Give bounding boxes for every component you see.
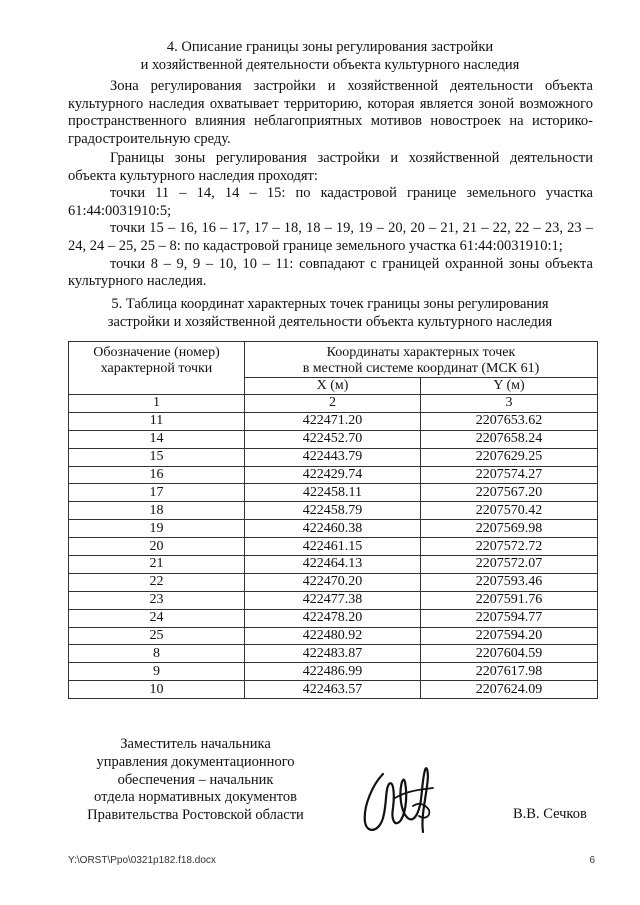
handwritten-signature — [355, 762, 445, 840]
cell-point: 21 — [69, 556, 245, 574]
column-numbering-row: 1 2 3 — [69, 395, 598, 413]
table-row — [69, 520, 598, 538]
cell-y: 2207570.42 — [421, 502, 598, 520]
section-5-heading: 5. Таблица координат характерных точек границы зоны регулирования застройки и хозяйственной деятельности объекта культурного наследия — [107, 296, 553, 330]
table-row — [69, 609, 598, 627]
cell-x: 422483.87 — [245, 645, 421, 663]
boundary-item-1: точки 11 – 14, 14 – 15: по кадастровой границе земельного участка 61:44:0031910:5; — [68, 185, 593, 219]
cell-x: 422429.74 — [245, 466, 421, 484]
table-row — [69, 645, 598, 663]
cell-x: 422461.15 — [245, 538, 421, 556]
table-row — [69, 412, 598, 430]
section-4-body — [68, 78, 593, 148]
zone-description-paragraph: Зона регулирования застройки и хозяйственной деятельности объекта культурного наследия охватывает территорию, которая является зоной возможного пространственного влияния неблагоприятных мотивов новостроек на историко-градостроительную среду. — [68, 78, 593, 147]
cell-y: 2207629.25 — [421, 448, 598, 466]
cell-point: 16 — [69, 466, 245, 484]
table-row — [69, 681, 598, 699]
cell-y: 2207593.46 — [421, 573, 598, 591]
cell-point: 25 — [69, 627, 245, 645]
cell-y: 2207594.20 — [421, 627, 598, 645]
cell-x: 422458.11 — [245, 484, 421, 502]
cell-x: 422464.13 — [245, 556, 421, 574]
cell-x: 422477.38 — [245, 591, 421, 609]
cell-y: 2207567.20 — [421, 484, 598, 502]
cell-point: 9 — [69, 663, 245, 681]
cell-x: 422471.20 — [245, 412, 421, 430]
cell-x: 422480.92 — [245, 627, 421, 645]
cell-x: 422463.57 — [245, 681, 421, 699]
cell-point: 23 — [69, 591, 245, 609]
cell-y: 2207572.07 — [421, 556, 598, 574]
cell-x: 422486.99 — [245, 663, 421, 681]
signatory-name: В.В. Сечков — [513, 806, 587, 822]
boundary-item-2: точки 15 – 16, 16 – 17, 17 – 18, 18 – 19, 19 – 20, 20 – 21, 21 – 22, 22 – 23, 23 – 24, 24 – 25, 25 – 8: по кадастровой границе земельного участка 61:44:0031910:1; — [68, 220, 593, 254]
cell-y: 2207653.62 — [421, 412, 598, 430]
footer-file-path: Y:\ORST\Ppo\0321p182.f18.docx — [68, 855, 216, 866]
section-4-heading: 4. Описание границы зоны регулирования застройки и хозяйственной деятельности объекта культурного наследия — [140, 39, 520, 73]
cell-x: 422443.79 — [245, 448, 421, 466]
y-header: Y (м) — [421, 378, 598, 395]
table-row — [69, 556, 598, 574]
table-row — [69, 466, 598, 484]
coordinates-table — [68, 341, 598, 699]
table-row — [69, 663, 598, 681]
cell-y: 2207569.98 — [421, 520, 598, 538]
zone-boundaries-list — [68, 150, 593, 291]
table-row — [69, 573, 598, 591]
cell-y: 2207624.09 — [421, 681, 598, 699]
cell-x: 422460.38 — [245, 520, 421, 538]
cell-point: 8 — [69, 645, 245, 663]
cell-point: 24 — [69, 609, 245, 627]
cell-point: 20 — [69, 538, 245, 556]
table-row — [69, 502, 598, 520]
cell-x: 422470.20 — [245, 573, 421, 591]
cell-point: 18 — [69, 502, 245, 520]
boundaries-intro: Границы зоны регулирования застройки и хозяйственной деятельности объекта культурного наследия проходят: — [68, 150, 593, 184]
boundary-item-3: точки 8 – 9, 9 – 10, 10 – 11: совпадают с границей охранной зоны объекта культурного наследия. — [68, 255, 593, 290]
coordinates-table-body — [69, 395, 598, 699]
cell-y: 2207594.77 — [421, 609, 598, 627]
coordinates-header: Координаты характерных точек в местной системе координат (МСК 61) — [245, 342, 598, 378]
cell-x: 422452.70 — [245, 430, 421, 448]
table-row — [69, 448, 598, 466]
cell-y: 2207591.76 — [421, 591, 598, 609]
table-row — [69, 484, 598, 502]
cell-x: 422458.79 — [245, 502, 421, 520]
table-row — [69, 430, 598, 448]
x-header: Х (м) — [245, 378, 421, 395]
cell-point: 22 — [69, 573, 245, 591]
table-row — [69, 591, 598, 609]
cell-point: 15 — [69, 448, 245, 466]
point-number-header: Обозначение (номер) характерной точки — [69, 342, 245, 395]
table-row — [69, 627, 598, 645]
cell-y: 2207604.59 — [421, 645, 598, 663]
cell-point: 10 — [69, 681, 245, 699]
cell-y: 2207574.27 — [421, 466, 598, 484]
page-number: 6 — [589, 855, 595, 866]
signatory-title: Заместитель начальника управления документационного обеспечения – начальник отдела нормативных документов Правительства Ростовской области — [87, 736, 304, 824]
cell-y: 2207572.72 — [421, 538, 598, 556]
cell-y: 2207658.24 — [421, 430, 598, 448]
cell-y: 2207617.98 — [421, 663, 598, 681]
cell-x: 422478.20 — [245, 609, 421, 627]
table-row — [69, 538, 598, 556]
cell-point: 14 — [69, 430, 245, 448]
cell-point: 11 — [69, 412, 245, 430]
cell-point: 17 — [69, 484, 245, 502]
cell-point: 19 — [69, 520, 245, 538]
